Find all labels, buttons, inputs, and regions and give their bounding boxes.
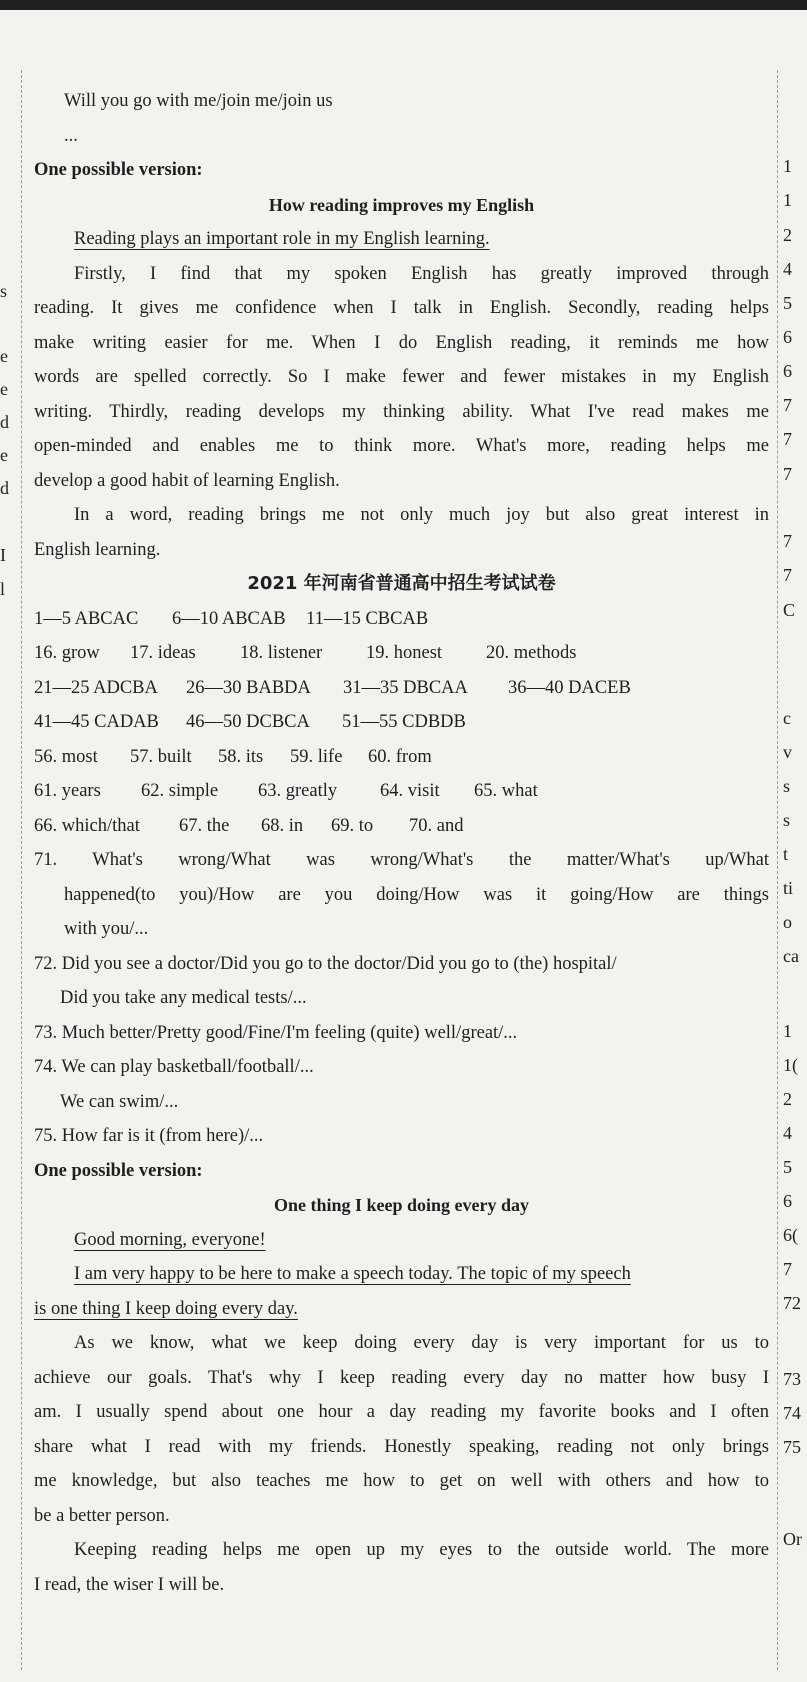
answer-cell: 36—40 DACEB xyxy=(508,677,631,698)
answer-line: 73. Much better/Pretty good/Fine/I'm feeling (quite) well/great/... xyxy=(34,1022,518,1043)
right-margin-fragment: 4 xyxy=(783,259,792,279)
answer-cell: 21—25 ADCBA xyxy=(34,677,158,698)
left-margin-fragment: e xyxy=(0,379,8,399)
right-margin-fragment: 7 xyxy=(783,1259,792,1279)
right-margin-fragment: t xyxy=(783,844,789,864)
right-margin-fragment: 2 xyxy=(783,225,792,245)
text-line: reading. It gives me confidence when I talk in English. Secondly, reading helps xyxy=(34,298,769,318)
answer-cell: 62. simple xyxy=(141,781,219,801)
answer-row xyxy=(34,809,769,844)
right-margin-fragment: 74 xyxy=(783,1403,801,1423)
left-margin-fragment: e xyxy=(0,445,8,465)
answer-cell: 57. built xyxy=(130,746,192,767)
right-margin-fragment: 7 xyxy=(783,531,792,551)
text-line: Firstly, I find that my spoken English has greatly improved through xyxy=(74,263,769,284)
underlined-intro: is one thing I keep doing every day. xyxy=(34,1298,298,1319)
right-margin-fragment: C xyxy=(783,600,796,620)
answer-cell: 6—10 ABCAB xyxy=(172,608,286,629)
left-margin-fragment: s xyxy=(0,281,8,301)
answer-cell: 60. from xyxy=(368,746,432,767)
right-margin-fragment: 7 xyxy=(783,395,792,415)
right-margin-fragment: ca xyxy=(783,946,799,966)
answer-cell: 63. greatly xyxy=(258,781,338,801)
answer-line: with you/... xyxy=(64,919,149,939)
text-line: English learning. xyxy=(34,539,161,560)
answer-cell: 70. and xyxy=(409,815,464,836)
right-margin-fragment: 73 xyxy=(783,1369,801,1389)
underlined-greeting: Good morning, everyone! xyxy=(74,1229,266,1250)
left-margin-fragment: e xyxy=(0,346,8,366)
answer-row xyxy=(34,602,769,637)
answer-cell: 58. its xyxy=(218,746,264,767)
essay-title: How reading improves my English xyxy=(268,194,535,215)
answer-row xyxy=(34,636,769,671)
right-margin-fragment: v xyxy=(783,742,792,762)
text-line: make writing easier for me. When I do English reading, it reminds me how xyxy=(34,332,769,353)
left-margin-fragment: d xyxy=(0,478,9,498)
answer-line: happened(to you)/How are you doing/How was it going/How are things xyxy=(64,884,769,905)
right-margin-fragment: 4 xyxy=(783,1123,792,1143)
text-line xyxy=(34,1257,769,1292)
right-margin-fragment: 1 xyxy=(783,190,792,210)
right-margin-fragment: 6 xyxy=(783,361,792,381)
right-margin-fragment: 5 xyxy=(783,1157,792,1177)
answer-cell: 67. the xyxy=(179,815,230,836)
answer-line: We can swim/... xyxy=(60,1091,179,1112)
answer-cell: 59. life xyxy=(290,746,343,767)
section-label: One possible version: xyxy=(34,160,203,180)
answer-cell: 41—45 CADAB xyxy=(34,712,159,732)
text-line: share what I read with my friends. Honestly speaking, reading not only brings xyxy=(34,1436,769,1457)
right-margin-fragment: 7 xyxy=(783,464,792,484)
right-margin-fragment: 5 xyxy=(783,293,792,313)
text-line: Will you go with me/join me/join us xyxy=(64,91,333,111)
text-line: achieve our goals. That's why I keep reading every day no matter how busy I xyxy=(34,1367,769,1388)
essay-title: One thing I keep doing every day xyxy=(273,1195,530,1215)
right-margin-fragment: ti xyxy=(783,878,794,898)
right-margin-fragment: 2 xyxy=(783,1089,792,1109)
answer-row xyxy=(34,671,769,706)
answer-row xyxy=(34,740,769,775)
answer-cell: 20. methods xyxy=(486,643,577,663)
text-line: me knowledge, but also teaches me how to get on well with others and how to xyxy=(34,1471,769,1491)
right-margin-fragment: 75 xyxy=(783,1437,801,1457)
left-dashed-rule xyxy=(21,70,22,1670)
answer-cell: 61. years xyxy=(34,781,101,801)
answer-cell: 17. ideas xyxy=(130,643,196,663)
answer-cell: 18. listener xyxy=(240,643,323,663)
right-margin-fragment: Or xyxy=(783,1529,802,1549)
text-line: As we know, what we keep doing every day is very important for us to xyxy=(74,1333,769,1353)
text-line: be a better person. xyxy=(34,1505,170,1526)
left-margin-fragment: l xyxy=(0,579,6,599)
answer-cell: 26—30 BABDA xyxy=(186,677,311,698)
right-margin-fragment: 7 xyxy=(783,429,792,449)
text-line: words are spelled correctly. So I make fewer and fewer mistakes in my English xyxy=(34,367,769,387)
right-margin-fragment: s xyxy=(783,776,791,796)
right-margin-fragment: c xyxy=(783,708,791,728)
text-line: I read, the wiser I will be. xyxy=(34,1574,225,1595)
answer-cell: 66. which/that xyxy=(34,815,140,836)
answer-line: 74. We can play basketball/football/... xyxy=(34,1057,314,1077)
answer-cell: 1—5 ABCAC xyxy=(34,608,139,629)
text-line: open-minded and enables me to think more. What's more, reading helps me xyxy=(34,436,769,456)
answer-cell: 56. most xyxy=(34,746,98,767)
exam-title: 2021 年河南省普通高中招生考试试卷 xyxy=(247,573,556,594)
answer-cell: 64. visit xyxy=(380,781,440,801)
answer-line: 75. How far is it (from here)/... xyxy=(34,1126,264,1146)
answer-line: 71. What's wrong/What was wrong/What's the matter/What's up/What xyxy=(34,850,769,870)
text-line: In a word, reading brings me not only much joy but also great interest in xyxy=(74,505,769,525)
text-line xyxy=(34,1292,769,1327)
answer-row xyxy=(34,774,769,809)
text-line xyxy=(34,222,769,257)
answer-row xyxy=(34,705,769,740)
answer-cell: 11—15 CBCAB xyxy=(306,608,429,629)
right-margin-fragment: 6( xyxy=(783,1225,798,1245)
answer-cell: 69. to xyxy=(331,815,374,836)
right-margin-fragment: 1 xyxy=(783,156,792,176)
text-line: Keeping reading helps me open up my eyes to the outside world. The more xyxy=(74,1540,769,1560)
right-margin-fragment: 1 xyxy=(783,1021,792,1041)
right-margin-fragment: 72 xyxy=(783,1293,801,1313)
answer-cell: 68. in xyxy=(261,815,304,836)
answer-cell: 31—35 DBCAA xyxy=(343,677,468,698)
answer-cell: 65. what xyxy=(474,781,538,801)
text-line: writing. Thirdly, reading develops my thinking ability. What I've read makes me xyxy=(34,401,769,422)
answer-cell: 19. honest xyxy=(366,643,443,663)
answer-cell: 16. grow xyxy=(34,643,100,663)
text-line: am. I usually spend about one hour a day reading my favorite books and I often xyxy=(34,1402,769,1422)
right-margin-fragment: 7 xyxy=(783,565,792,585)
underlined-sentence: Reading plays an important role in my English learning. xyxy=(74,229,490,249)
right-margin-fragment: o xyxy=(783,912,792,932)
right-margin-fragment: 6 xyxy=(783,1191,792,1211)
right-margin-fragment: 1( xyxy=(783,1055,798,1075)
answer-cell: 46—50 DCBCA xyxy=(186,712,310,732)
text-line xyxy=(34,1223,769,1258)
right-margin-fragment: 6 xyxy=(783,327,792,347)
scan-top-edge xyxy=(0,0,807,10)
text-line: ... xyxy=(64,125,78,146)
answer-line: Did you take any medical tests/... xyxy=(60,988,307,1008)
section-label: One possible version: xyxy=(34,1160,203,1181)
underlined-intro: I am very happy to be here to make a speech today. The topic of my speech xyxy=(74,1264,631,1284)
answer-key-page xyxy=(34,84,769,1602)
left-margin-fragment: I xyxy=(0,545,6,565)
left-margin-fragment: d xyxy=(0,412,9,432)
answer-cell: 51—55 CDBDB xyxy=(342,712,466,732)
answer-line: 72. Did you see a doctor/Did you go to the doctor/Did you go to (the) hospital/ xyxy=(34,953,617,974)
text-line: develop a good habit of learning English. xyxy=(34,470,340,491)
right-dashed-rule xyxy=(777,70,778,1670)
right-margin-fragment: s xyxy=(783,810,791,830)
